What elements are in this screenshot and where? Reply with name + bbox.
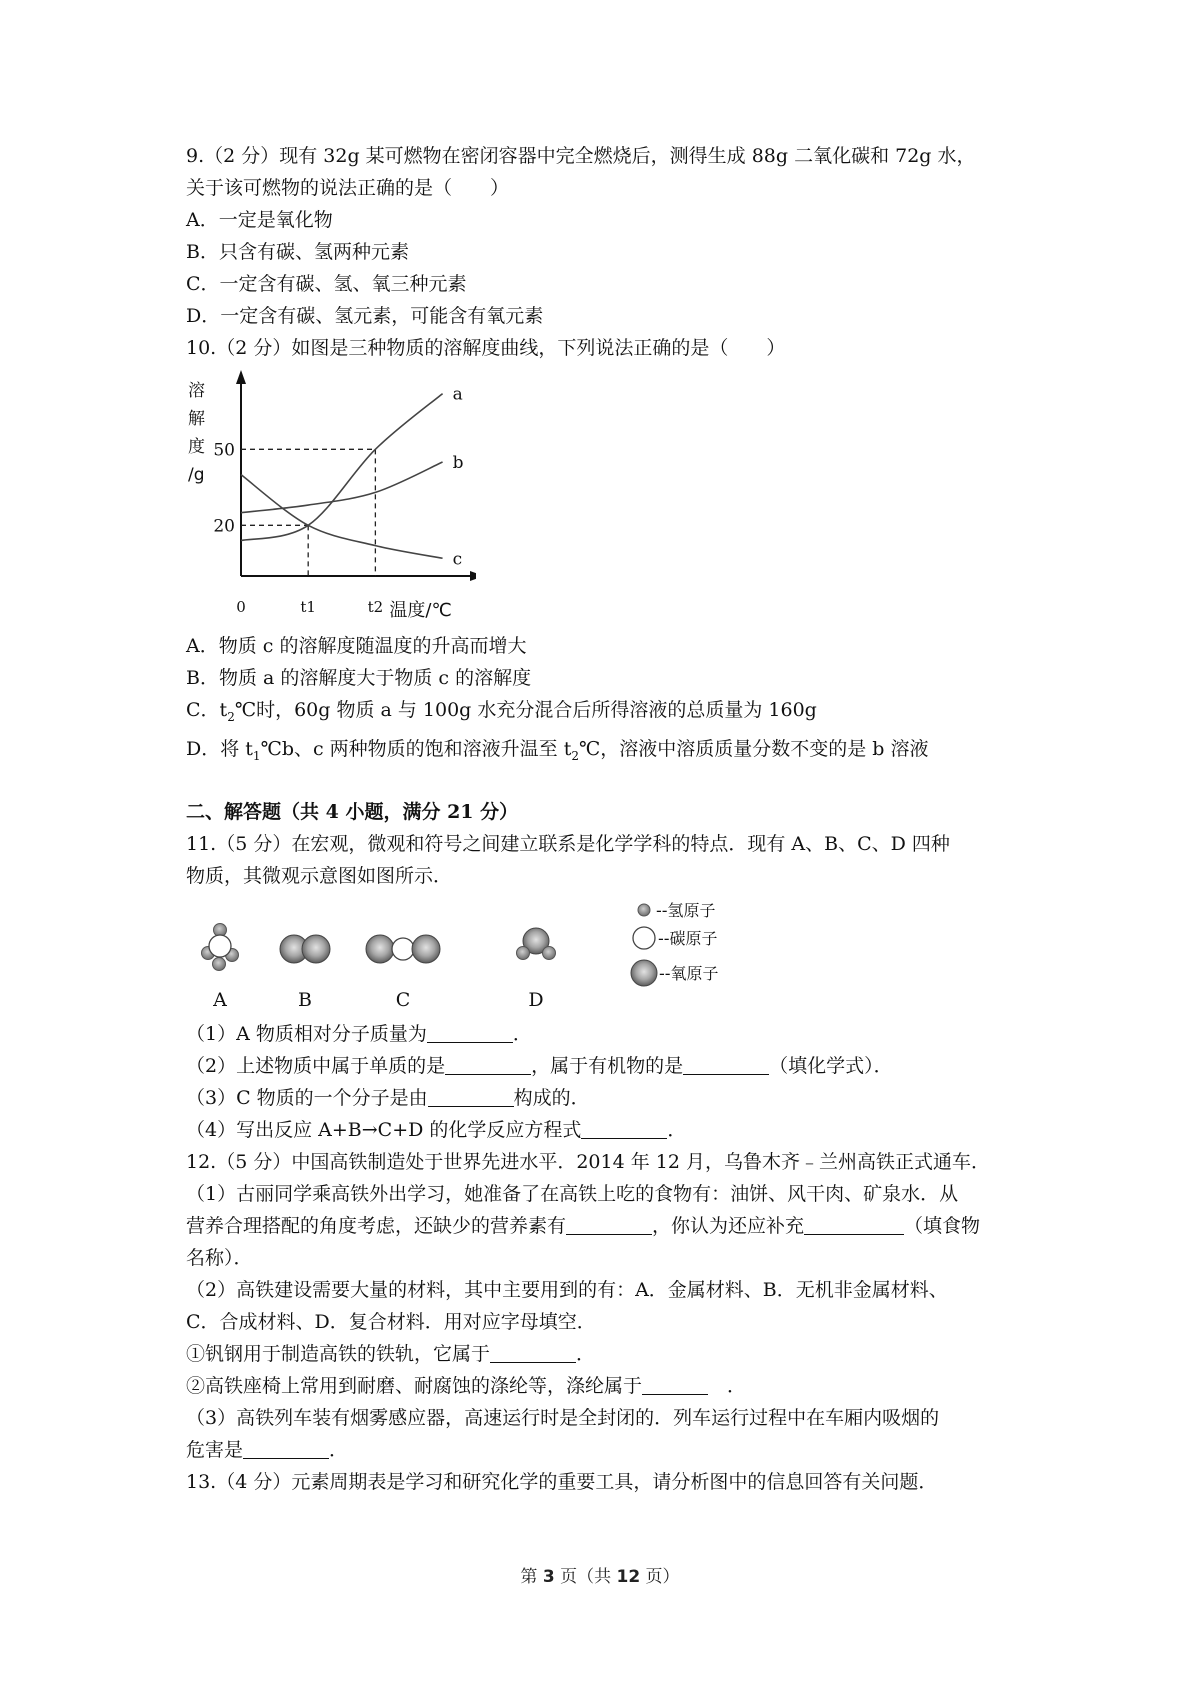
molecule-label-c: C [395,988,411,1011]
q13-stem: 13.（4 分）元素周期表是学习和研究化学的重要工具，请分析图中的信息回答有关问题． [186,1470,938,1493]
molecule-label-d: D [528,988,544,1011]
x-axis-label: 温度/℃ [389,600,452,621]
q12-sub-3-end: ． [329,1438,349,1461]
footer-page-number: 3 [542,1567,555,1587]
q12-sub-2-line-2: C．合成材料、D．复合材料．用对应字母填空． [186,1310,596,1333]
footer-total-pages: 12 [616,1567,641,1587]
q12-stem: 12.（5 分）中国高铁制造处于世界先进水平．2014 年 12 月，乌鲁木齐﹣兰州高铁正式通车． [186,1150,990,1173]
q11-stem-line-1: 11.（5 分）在宏观，微观和符号之间建立联系是化学学科的特点．现有 A、B、C、D 四种 [186,832,950,855]
y-axis-label-char: 溶 [188,381,205,401]
q12-item-1-text: ①钒钢用于制造高铁的铁轨，它属于 [186,1342,491,1365]
answer-blank[interactable] [804,1214,904,1235]
molecule-b [280,935,330,963]
answer-blank[interactable] [683,1054,769,1075]
series-label-a: a [452,384,463,405]
question-12 [186,1146,1036,1466]
y-axis-arrow [236,370,246,384]
hydrogen-legend-icon [638,904,650,916]
q10-option-d-sub2: 2 [571,748,579,763]
molecule-d [517,928,556,960]
molecule-label-a: A [213,988,227,1011]
q10-option-d-pre: D．将 t [186,737,253,760]
q12-item-1 [186,1338,1036,1370]
q11-sub-1-text: （1）A 物质相对分子质量为 [186,1022,427,1045]
x-tick-label-0: 0 [236,598,246,616]
solubility-chart-svg [186,366,476,626]
q9-stem-line-2: 关于该可燃物的说法正确的是（ ） [186,177,510,199]
q10-option-d-sub1: 1 [252,748,261,763]
footer-post: 页） [640,1567,680,1587]
series-label-b: b [452,453,464,473]
q11-sub-3-end: 构成的． [513,1086,590,1109]
y-tick-label-20: 20 [213,516,235,537]
q11-sub-2-mid: ，属于有机物的是 [531,1054,684,1077]
q12-item-2 [186,1370,1036,1402]
q11-sub-1 [186,1018,1036,1050]
q12-sub-2-line-1: （2）高铁建设需要大量的材料，其中主要用到的有：A．金属材料、B．无机非金属材料、 [186,1278,948,1301]
q11-sub-4-text: （4）写出反应 A+B→C+D 的化学反应方程式 [186,1118,582,1141]
x-tick-label-t2: t2 [367,598,384,616]
atom-legend [631,901,719,986]
footer-pre: 第 [520,1567,543,1587]
hydrogen-atom [543,946,556,959]
series-line-c [241,475,443,559]
legend-carbon: --碳原子 [658,928,718,948]
molecule-c [366,935,440,963]
q12-sub-1-text: 营养合理搭配的角度考虑，还缺少的营养素有 [186,1214,567,1237]
q12-item-2-end: ． [708,1374,747,1397]
q12-item-2-text: ②高铁座椅上常用到耐磨、耐腐蚀的涤纶等，涤纶属于 [186,1374,643,1397]
question-9 [186,140,1036,332]
solubility-chart [186,366,476,626]
q10-option-a: A．物质 c 的溶解度随温度的升高而增大 [186,635,527,657]
q9-option-a: A．一定是氧化物 [186,209,333,231]
q12-sub-3-line-1: （3）高铁列车装有烟雾感应器，高速运行时是全封闭的．列车运行过程中在车厢内吸烟的 [186,1406,940,1429]
q12-item-1-end: ． [576,1342,596,1365]
q12-sub-1-line-2 [186,1210,1036,1242]
carbon-atom [392,938,414,960]
molecule-diagram-svg [186,898,806,1016]
q11-sub-2 [186,1050,1036,1082]
question-10 [186,332,1036,772]
y-axis-label-char: 解 [188,409,205,429]
series-label-c: c [452,549,463,570]
oxygen-atom [302,935,330,963]
q11-sub-4-end: ． [667,1118,687,1141]
q10-option-d-post: ℃，溶液中溶质质量分数不变的是 b 溶液 [578,737,929,760]
q9-option-b: B．只含有碳、氢两种元素 [186,241,409,263]
q10-option-c-sub: 2 [227,709,235,724]
y-axis-label-char: /g [188,465,205,485]
oxygen-legend-icon [631,960,657,986]
x-tick-label-t1: t1 [300,598,316,616]
carbon-atom [209,935,231,957]
q10-option-c-post: ℃时，60g 物质 a 与 100g 水充分混合后所得溶液的总质量为 160g [234,699,817,721]
answer-blank[interactable] [581,1118,667,1139]
footer-mid: 页（共 [554,1567,617,1587]
hydrogen-atom [213,957,226,970]
q11-sub-2-end: （填化学式）． [769,1054,893,1077]
molecule-diagram [186,898,806,1016]
answer-blank[interactable] [428,1086,514,1107]
q10-stem: 10.（2 分）如图是三种物质的溶解度曲线，下列说法正确的是（ ） [186,337,786,359]
answer-blank[interactable] [642,1374,708,1395]
q11-stem-line-2: 物质，其微观示意图如图所示． [186,864,453,887]
q11-sub-2-text: （2）上述物质中属于单质的是 [186,1054,446,1077]
carbon-legend-icon [633,927,655,949]
q10-option-b: B．物质 a 的溶解度大于物质 c 的溶解度 [186,667,532,689]
q11-sub-3 [186,1082,1036,1114]
q11-sub-4 [186,1114,1036,1146]
q12-sub-1-line-1: （1）古丽同学乘高铁外出学习，她准备了在高铁上吃的食物有：油饼、风干肉、矿泉水．从 [186,1182,959,1205]
y-tick-label-50: 50 [213,440,235,461]
q12-sub-1-line-3: 名称）． [186,1246,253,1269]
x-axis-arrow [470,571,476,581]
q9-option-d: D．一定含有碳、氢元素，可能含有氧元素 [186,305,544,327]
answer-blank[interactable] [445,1054,531,1075]
answer-blank[interactable] [243,1438,329,1459]
hydrogen-atom [517,946,530,959]
q12-sub-3-text: 危害是 [186,1438,244,1461]
oxygen-atom [412,935,440,963]
answer-blank[interactable] [427,1022,513,1043]
question-11 [186,828,1036,1146]
q10-option-d-mid: ℃b、c 两种物质的饱和溶液升温至 t [260,737,572,760]
q10-option-d [186,733,1036,772]
series-line-b [241,462,443,513]
q11-sub-3-text: （3）C 物质的一个分子是由 [186,1086,428,1109]
q11-sub-1-end: ． [512,1022,532,1045]
answer-blank[interactable] [490,1342,576,1363]
series-line-a [241,394,443,541]
molecule-label-b: B [298,988,312,1011]
q12-sub-1-mid: ，你认为还应补充 [652,1214,805,1237]
molecule-a [202,923,239,970]
y-axis-label-char: 度 [188,437,205,457]
legend-hydrogen: --氢原子 [656,900,716,920]
q12-sub-1-end: （填食物 [904,1214,981,1237]
oxygen-atom [366,935,394,963]
q10-option-c [186,694,1036,733]
section-2-title: 二、解答题（共 4 小题，满分 21 分） [186,800,519,823]
answer-blank[interactable] [566,1214,652,1235]
q9-option-c: C．一定含有碳、氢、氧三种元素 [186,273,467,295]
q10-option-c-pre: C．t [186,699,228,721]
q9-stem-line-1: 9.（2 分）现有 32g 某可燃物在密闭容器中完全燃烧后，测得生成 88g 二氧化碳和 72g 水， [186,145,976,167]
q12-sub-3-line-2 [186,1434,1036,1466]
page-footer [0,1562,1200,1587]
legend-oxygen: --氧原子 [659,963,719,983]
exam-page [186,140,1036,1498]
